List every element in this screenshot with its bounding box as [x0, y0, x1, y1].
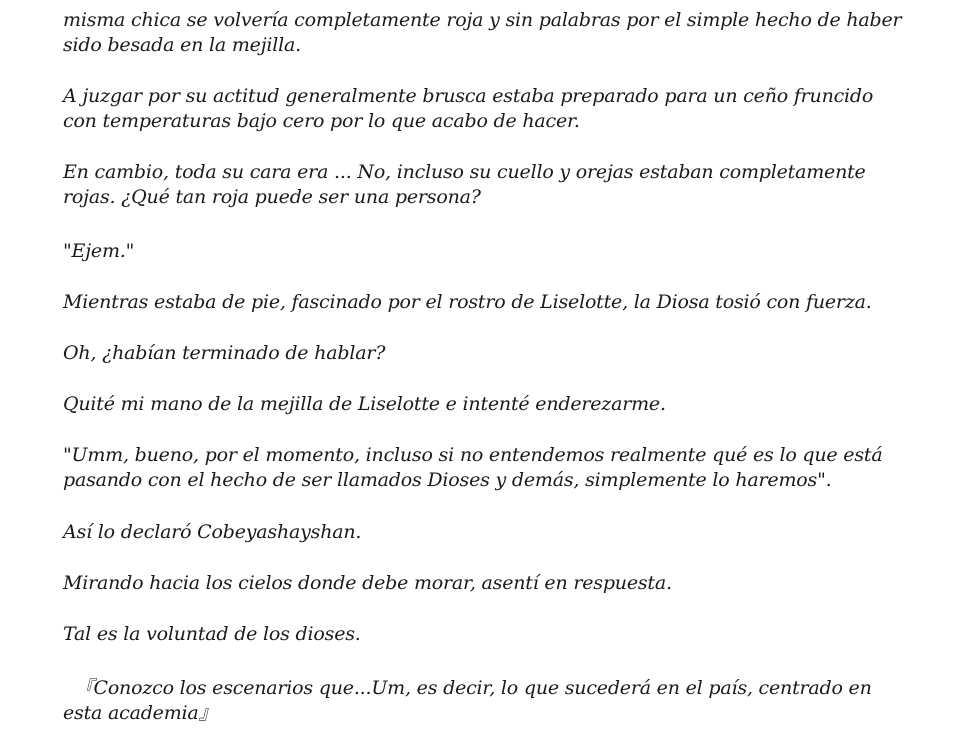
paragraph-3: [63, 160, 923, 210]
paragraph-line: A juzgar por su actitud generalmente brusca estaba preparado para un ceño fruncido: [63, 85, 874, 107]
paragraph-11: [63, 622, 923, 647]
paragraph-line: Quité mi mano de la mejilla de Liselotte e intenté enderezarme.: [63, 393, 666, 415]
paragraph-line: "Ejem.": [63, 240, 135, 262]
paragraph-line: En cambio, toda su cara era ... No, incluso su cuello y orejas estaban completamente: [63, 161, 866, 183]
paragraph-line: "Umm, bueno, por el momento, incluso si no entendemos realmente qué es lo que está: [63, 444, 883, 466]
paragraph-line: Mientras estaba de pie, fascinado por el rostro de Liselotte, la Diosa tosió con fuerza.: [63, 291, 872, 313]
paragraph-line: Oh, ¿habían terminado de hablar?: [63, 342, 386, 364]
paragraph-4: [63, 239, 923, 264]
paragraph-2: [63, 84, 923, 134]
paragraph-5: [63, 290, 923, 315]
paragraph-line: sido besada en la mejilla.: [63, 34, 301, 56]
paragraph-line: rojas. ¿Qué tan roja puede ser una persona?: [63, 186, 481, 208]
paragraph-line: Así lo declaró Cobeyashayshan.: [63, 521, 362, 543]
paragraph-line: esta academia』: [63, 702, 218, 724]
paragraph-8: [63, 443, 923, 493]
paragraph-line: 『Conozco los escenarios que...Um, es decir, lo que sucederá en el país, centrado en: [63, 677, 872, 699]
paragraph-line: misma chica se volvería completamente roja y sin palabras por el simple hecho de haber: [63, 9, 902, 31]
paragraph-10: [63, 571, 923, 596]
paragraph-1: [63, 8, 923, 58]
paragraph-12: [63, 676, 923, 726]
paragraph-6: [63, 341, 923, 366]
paragraph-9: [63, 520, 923, 545]
paragraph-line: Tal es la voluntad de los dioses.: [63, 623, 361, 645]
paragraph-line: pasando con el hecho de ser llamados Dioses y demás, simplemente lo haremos".: [63, 469, 832, 491]
paragraph-line: Mirando hacia los cielos donde debe morar, asentí en respuesta.: [63, 572, 672, 594]
paragraph-7: [63, 392, 923, 417]
paragraph-line: con temperaturas bajo cero por lo que acabo de hacer.: [63, 110, 580, 132]
